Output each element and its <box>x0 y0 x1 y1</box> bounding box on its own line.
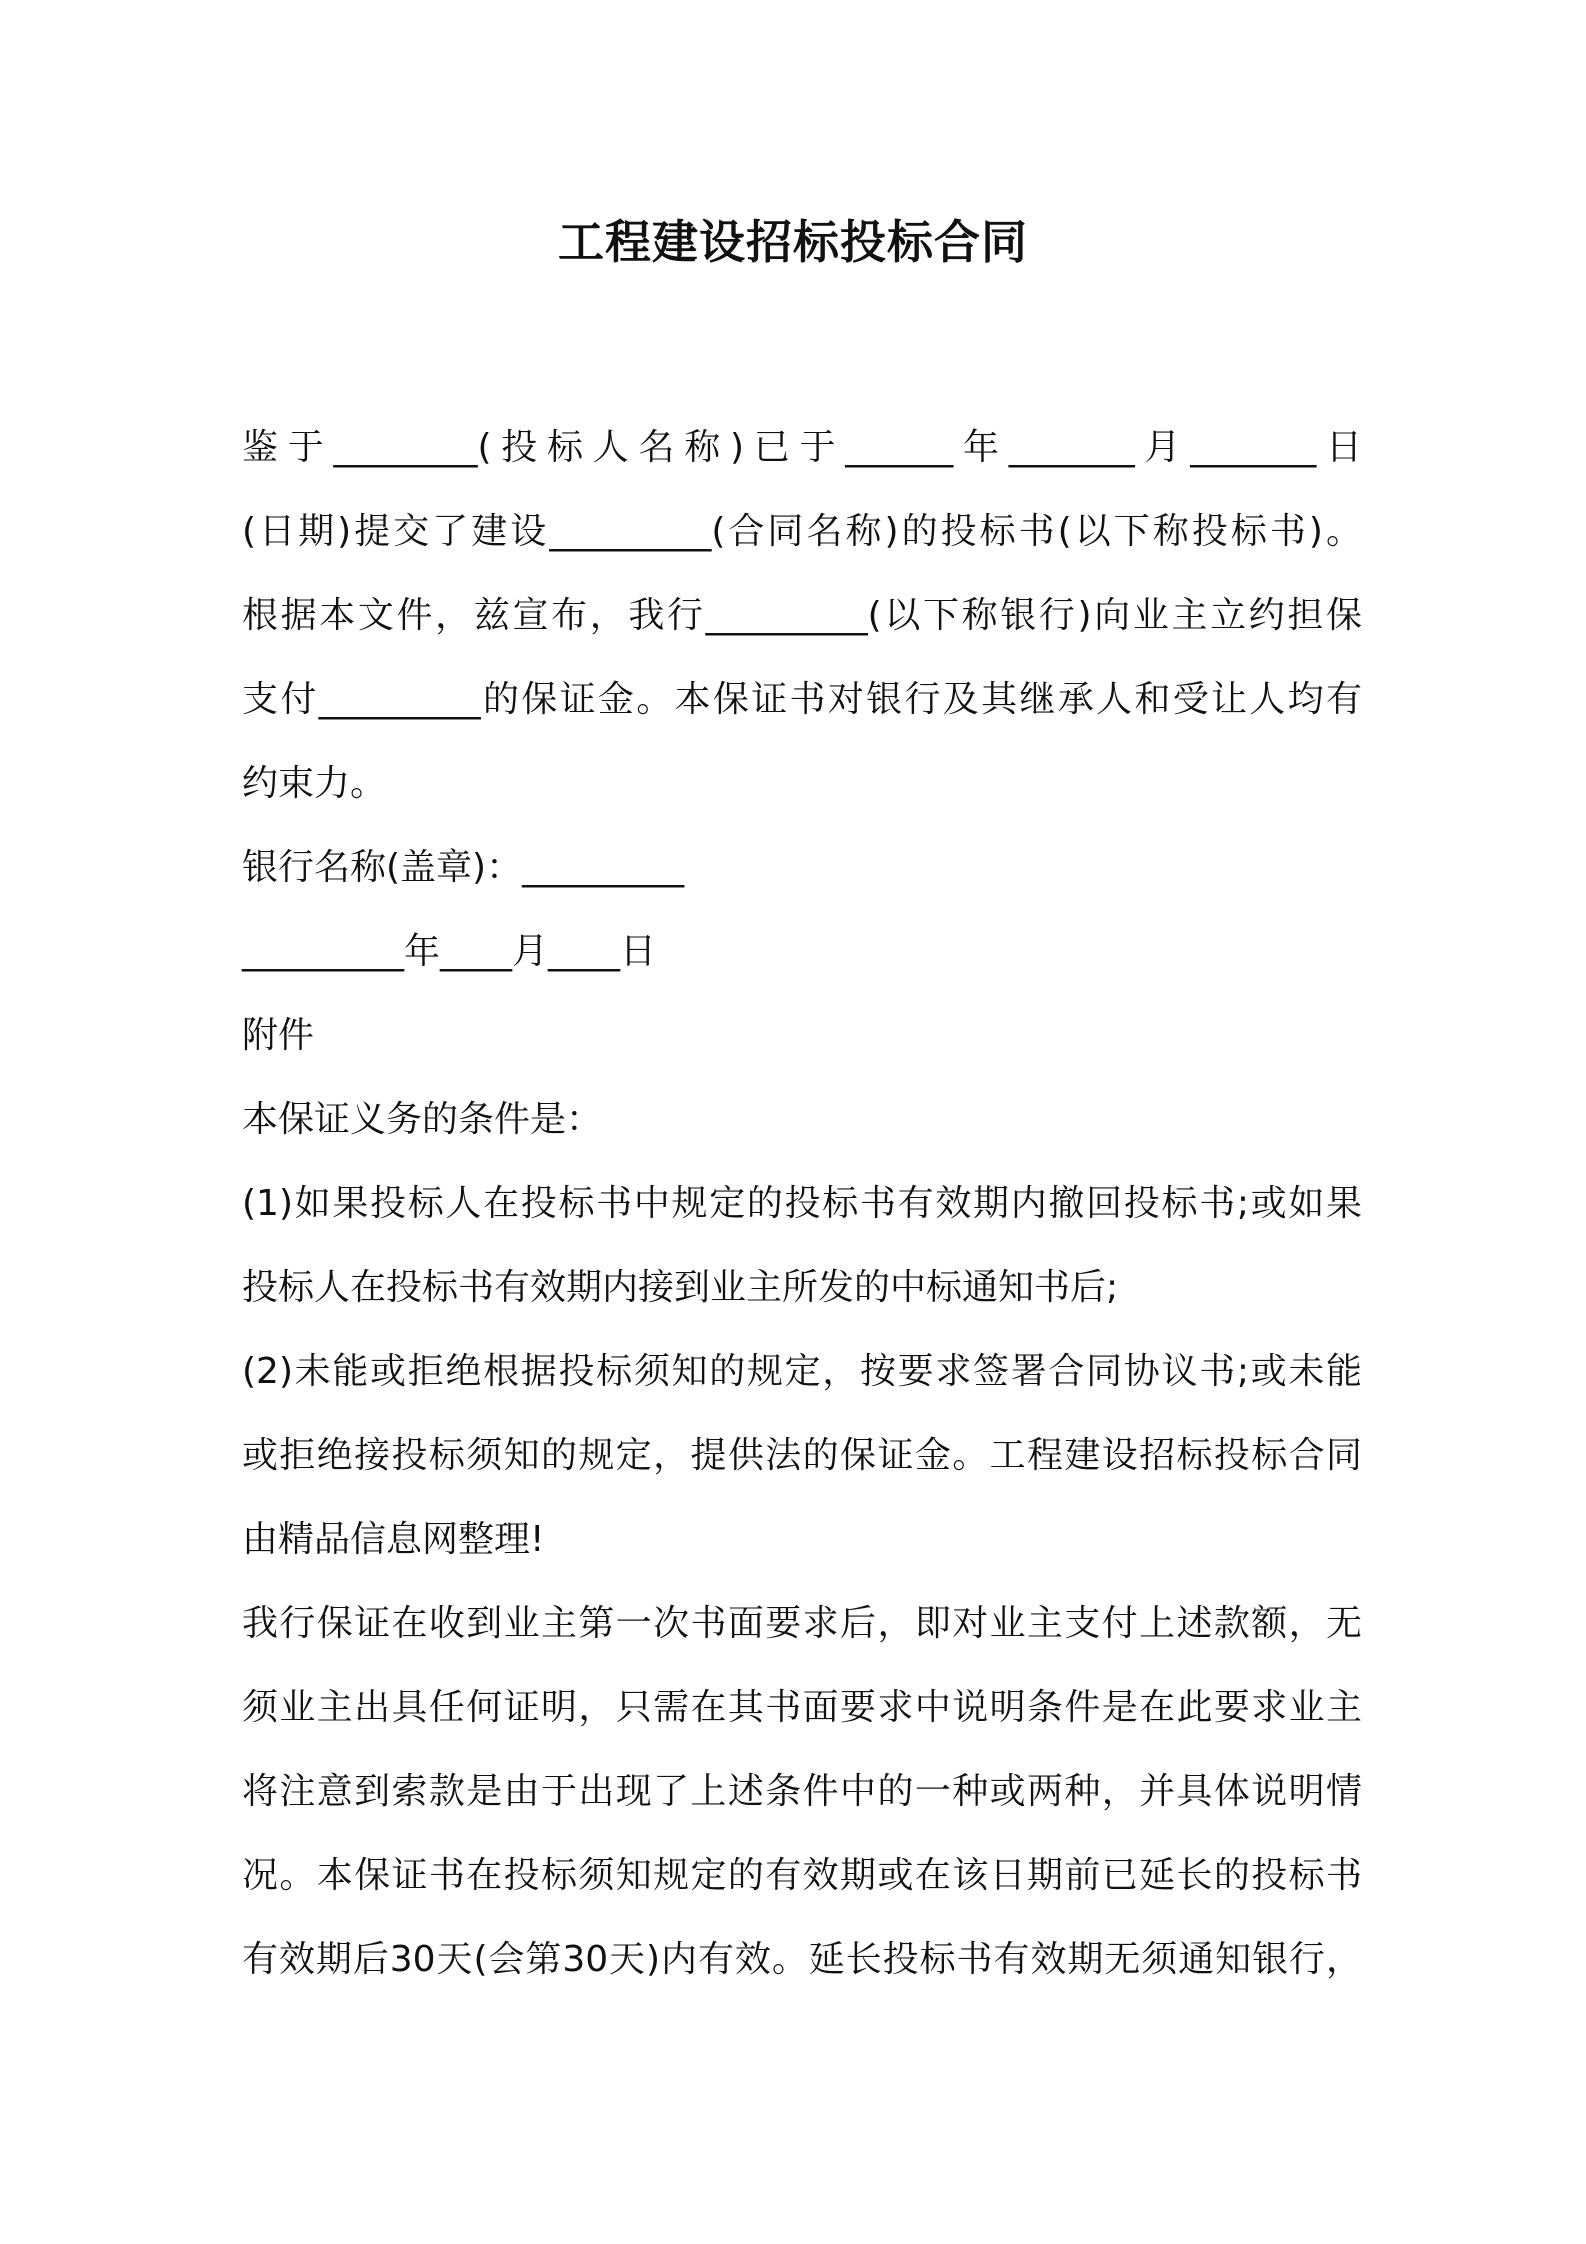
bank-name-line: 银行名称(盖章)：_________ <box>242 847 685 888</box>
condition-item: 投标人在投标书有效期内接到业主所发的中标通知书后; <box>242 1267 1119 1308</box>
condition-item: (1)如果投标人在投标书中规定的投标书有效期内撤回投标书;或如果 <box>242 1183 1362 1224</box>
body-line: 鉴于________(投标人名称)已于______年_______月_______日 <box>242 427 1362 468</box>
document-title: 工程建设招标投标合同 <box>558 215 1028 269</box>
attachment-heading: 附件 <box>242 1015 315 1056</box>
body-line: 须业主出具任何证明，只需在其书面要求中说明条件是在此要求业主 <box>242 1687 1362 1728</box>
condition-item: 由精品信息网整理! <box>242 1519 545 1560</box>
condition-item: (2)未能或拒绝根据投标须知的规定，按要求签署合同协议书;或未能 <box>242 1351 1362 1392</box>
body-line: 根据本文件，兹宣布，我行_________(以下称银行)向业主立约担保 <box>242 595 1362 636</box>
conditions-heading: 本保证义务的条件是： <box>242 1099 603 1140</box>
body-line: 支付_________的保证金。本保证书对银行及其继承人和受让人均有 <box>242 679 1362 720</box>
condition-item: 或拒绝接投标须知的规定，提供法的保证金。工程建设招标投标合同 <box>242 1435 1362 1476</box>
body-line: 我行保证在收到业主第一次书面要求后，即对业主支付上述款额，无 <box>242 1603 1362 1644</box>
body-line: 有效期后30天(会第30天)内有效。延长投标书有效期无须通知银行， <box>242 1939 1362 1980</box>
body-line: 将注意到索款是由于出现了上述条件中的一种或两种，并具体说明情 <box>242 1771 1362 1812</box>
body-line: 况。本保证书在投标须知规定的有效期或在该日期前已延长的投标书 <box>242 1855 1362 1896</box>
body-line: 约束力。 <box>242 763 387 804</box>
document-body <box>242 406 1362 2002</box>
date-line: _________年____月____日 <box>242 931 656 972</box>
body-line: (日期)提交了建设_________(合同名称)的投标书(以下称投标书)。 <box>242 511 1362 552</box>
